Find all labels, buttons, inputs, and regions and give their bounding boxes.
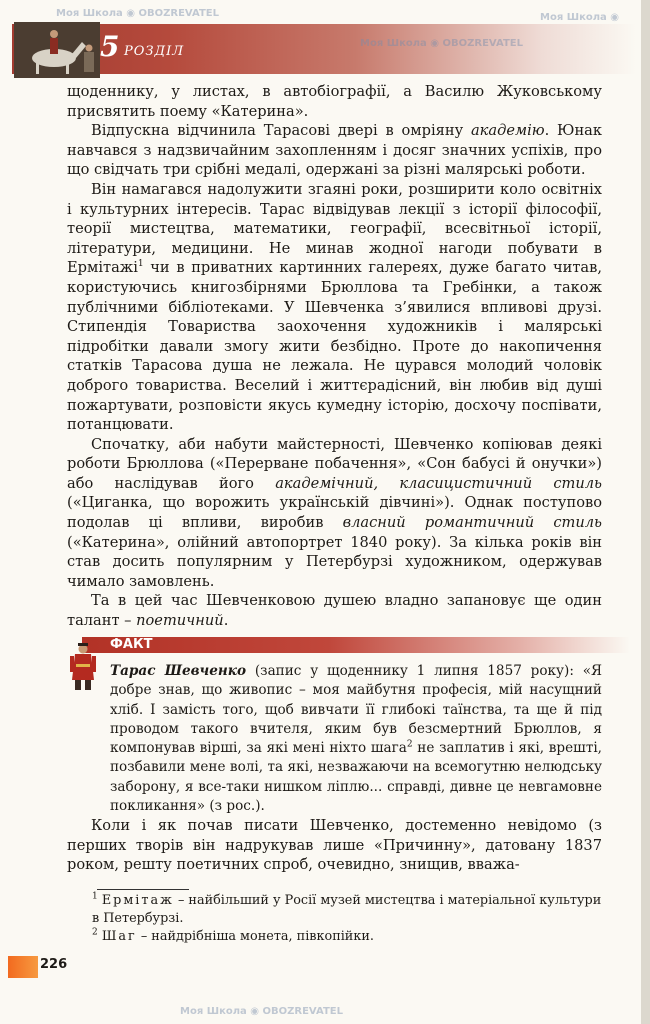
paragraph-1: щоденнику, у листах, в автобіографії, а Василю Жуковському присвятить поему «Катерина». (67, 83, 602, 120)
fact-quote: Тарас Шевченко (запис у щоденнику 1 липня 1857 року): «Я добре знав, що живопис – моя майбутня професія, мій насущний хліб. І замість того, щоб вивчати її глибокі таїнства, та ще й під проводом такого вчителя, яким був безсмертний Брюллов, я компонував вірші, за які мені ніхто шага$^2$ не заплатив і які, врешті, позбавили мене волі, та які, незважаючи на всемогутню нелюдську заборону, я все-таки нишком ліплю... справді, дивне це невгамовне покликання» (з рос.). (110, 663, 603, 815)
paragraph-2: Відпускна відчинила Тарасові двері в омріяну академію. Юнак навчався з надзвичайним захопленням і досяг значних успіхів, про що свідчать три срібні медалі, одержані за різні малярські роботи. (67, 122, 603, 179)
page-edge (641, 0, 650, 1024)
footnote-ref-2: 2 (406, 739, 413, 750)
emphasis-romantic-style: власний романтичний стиль (342, 514, 602, 532)
main-text (67, 82, 602, 631)
main-text-continued (67, 816, 602, 875)
watermark: Моя Школа ◉ OBOZREVATEL (180, 1006, 343, 1017)
fact-label: ФАКТ (110, 637, 153, 652)
footnote-1: $^1$ Ермітаж – найбільший у Росії музей мистецтва і матеріальної культури в Петербурзі. (92, 891, 602, 926)
footnote-2: $^2$ Шаг – найдрібніша монета, півкопійки. (92, 927, 374, 944)
watermark: Моя Школа ◉ OBOZREVATEL (360, 38, 523, 49)
cossack-figure-icon (66, 642, 100, 692)
paragraph-6: Коли і як почав писати Шевченко, достеменно невідомо (з перших творів він надрукував лише «Причинну», датовану 1837 роком, решту поетичних спроб, очевидно, знищив, вважа- (67, 817, 602, 874)
page-number-tab (8, 956, 38, 978)
fact-text (110, 662, 602, 816)
footnote-divider (97, 889, 189, 890)
fact-author: Тарас Шевченко (110, 663, 247, 679)
page-number: 226 (40, 957, 68, 972)
emphasis-academy: академію (470, 122, 545, 140)
horseman-painting-icon (14, 22, 100, 78)
chapter-word: РОЗДІЛ (124, 44, 185, 59)
chapter-number: 5 (100, 30, 120, 63)
emphasis-poetic: поетичний (136, 612, 224, 630)
paragraph-5: Та в цей час Шевченковою душею владно запановує ще один талант – поетичний. (67, 592, 602, 630)
watermark: Моя Школа ◉ (540, 12, 620, 23)
emphasis-academic-style: академічний, класицистичний стиль (275, 474, 602, 492)
paragraph-3: Він намагався надолужити згаяні роки, розширити коло освітніх і культурних інтересів. Тарас відвідував лекції з історії філософії, теорії мистецтва, математики, географії, всесвітньої історії, літератури, медицини. Не минав жодної нагоди побувати в Ермітажі$^1$ чи в приватних картинних галереях, дуже багато читав, користуючись книгозбірнями Брюллова та Гребінки, а також публічними бібліотеками. У Шевченка з’явилися впливові друзі. Стипендія Товариства заохочення художників і малярські підробітки давали змогу жити безбідно. Проте до накопичення статків Тарасова душа не лежала. Не цурався молодий чоловік доброго товариства. Веселий і життєрадісний, він любив від душі пожартувати, розповісти якусь кумедну історію, досхочу поспівати, потанцювати. (67, 180, 602, 434)
fact-header-bar (82, 637, 630, 653)
watermark: Моя Школа ◉ OBOZREVATEL (56, 8, 219, 19)
footnote-ref-1: 1 (137, 259, 144, 270)
paragraph-4: Спочатку, аби набути майстерності, Шевченко копіював деякі роботи Брюллова («Перерване побачення», «Сон бабусі й онучки») або наслідував його академічний, класицистичний стиль («Циганка, що ворожить українській дівчині»). Однак поступово подолав ці впливи, виробив власний романтичний стиль («Катерина», олійний автопортрет 1840 року). За кілька років він став досить популярним у Петербурзі художником, одержував чимало замовлень. (67, 435, 602, 590)
footnotes (92, 892, 604, 946)
